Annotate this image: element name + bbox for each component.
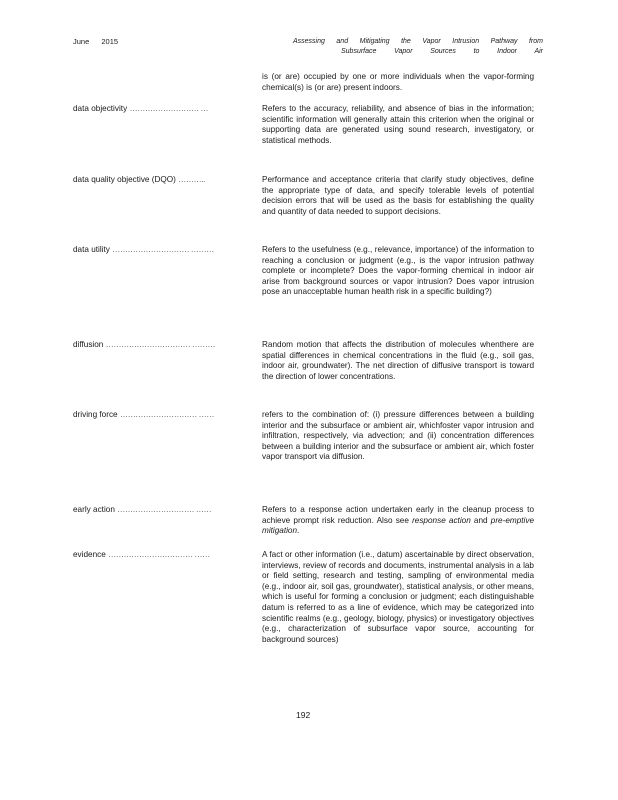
glossary-definition: Random motion that affects the distribution of molecules whenthere are spatial differences in chemical concentrations in the fluid (e.g., soil gas, indoor air, groundwater). The net direction of diffusive transport is toward the direction of lower concentrations. bbox=[262, 340, 534, 381]
dot-leader: ……………………… … bbox=[129, 104, 209, 113]
continued-definition: is (or are) occupied by one or more individuals when the vapor-forming chemical(s) is (or are) present indoors. bbox=[262, 72, 534, 92]
dot-leader: ………………………… ……… bbox=[112, 245, 214, 254]
dot-leader: …………………………… …… bbox=[108, 550, 210, 559]
glossary-definition: A fact or other information (i.e., datum) ascertainable by direct observation, interviews, review of records and documents, instrumental analysis in a lab or field setting, research and testing, sampling of environmental media (e.g., indoor air, soil gas, groundwater), statistical analysis, or other means, which is useful for forming a conclusion or judgment; each distinguishable datum is referred to as a line of evidence, which may be categorized into scientific realms (e.g., geology, biology, physics) or investigatory objectives (e.g., characterization of subsurface vapor source, accounting for background sources) bbox=[262, 550, 534, 644]
header-month: June bbox=[73, 37, 90, 46]
glossary-term: diffusion bbox=[73, 340, 104, 349]
header-year: 2015 bbox=[101, 37, 119, 46]
glossary-term: evidence bbox=[73, 550, 106, 559]
glossary-definition: Performance and acceptance criteria that clarify study objectives, define the appropriate type of data, and specify tolerable levels of potential decision errors that will be used as the basis for establishing the quality and quantity of data needed to support decisions. bbox=[262, 175, 534, 216]
glossary-term: driving force bbox=[73, 410, 118, 419]
header-date bbox=[73, 37, 128, 46]
dot-leader: …………………………… ……… bbox=[105, 340, 216, 349]
header-title-line2: Subsurface Vapor Sources to Indoor Air bbox=[341, 48, 543, 55]
header-title-line1: Assessing and Mitigating the Vapor Intrusion Pathway from bbox=[293, 38, 543, 45]
glossary-term: data objectivity bbox=[73, 104, 128, 113]
glossary-definition: Refers to the accuracy, reliability, and absence of bias in the information; scientific information will generally attain this criterion when the original or supporting data are generated using sound research, investigatory, or statistical methods. bbox=[262, 104, 534, 145]
dot-leader: ………………………… …… bbox=[119, 410, 214, 419]
glossary-term: early action bbox=[73, 505, 115, 514]
dot-leader: ……….. bbox=[178, 175, 205, 184]
glossary-definition: Refers to the usefulness (e.g., relevance, importance) of the information to reaching a conclusion or judgment (e.g., is the vapor intrusion pathway complete or incomplete? Does the vapor-forming chemical in indoor air arise from background sources or vapor intrusion? Does vapor intrusion pose an unacceptable human health risk in a specific building?) bbox=[262, 245, 534, 297]
glossary-term: data quality objective (DQO) bbox=[73, 175, 176, 184]
glossary-definition: Refers to a response action undertaken early in the cleanup process to achieve prompt risk reduction. Also see response action and pre-emptive mitigation. bbox=[262, 505, 534, 536]
dot-leader: ………………………… …… bbox=[117, 505, 212, 514]
cross-reference-response-action: response action bbox=[412, 515, 471, 525]
cross-reference-pre-emptive-mitigation: pre-emptive mitigation bbox=[262, 515, 534, 536]
glossary-definition: refers to the combination of: (i) pressure differences between a building interior and the subsurface or ambient air, whichfoster vapor intrusion and infiltration, respectively, via advection; and (ii) concentration differences between a building interior and the subsurface or ambient air, which foster vapor transport via diffusion. bbox=[262, 410, 534, 462]
page-number: 192 bbox=[296, 710, 311, 720]
header-title bbox=[293, 37, 543, 57]
glossary-term: data utility bbox=[73, 245, 110, 254]
